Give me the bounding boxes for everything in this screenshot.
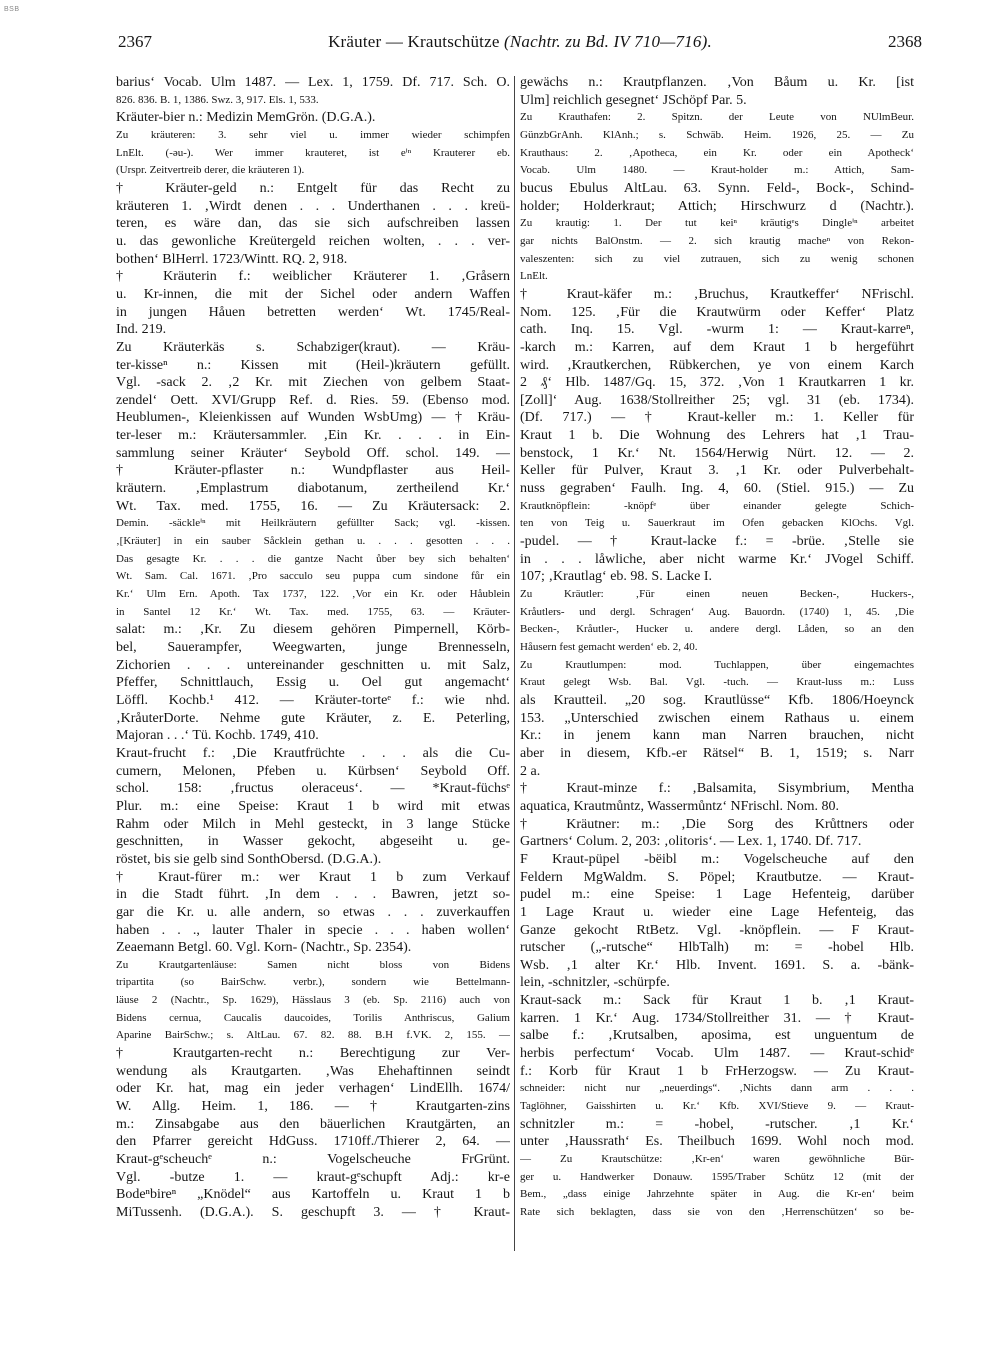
text-line: Wt. Sam. Cal. 1671. ‚Pro sacculo seu puppa cum sindone fůr ein xyxy=(116,570,510,583)
text-line: aber in diesem, Kfb.-er Rätsel“ B. 1, 1519; s. Narr xyxy=(520,745,914,761)
running-title xyxy=(118,32,922,52)
text-line: Das gesagte Kr. . . . die gantze Nacht ůber bey sich behalten‘ xyxy=(116,552,510,565)
text-line: salbe f.: ‚Krutsalben, aposima, est unguentum de xyxy=(520,1028,914,1044)
text-line: ter-leser m.: Kräutersammler. ‚Ein Kr. . . . in Ein- xyxy=(116,428,510,444)
text-line: Demin. -säckleⁱⁿ mit Heilkräutern gefüllter Sack; vgl. -kissen. xyxy=(116,517,510,530)
text-line: schneider: nicht nur „neuerdings“. ‚Nichts dann arm . . . xyxy=(520,1082,914,1095)
text-line: (Df. 717.) — † Kraut-keller m.: 1. Keller für xyxy=(520,410,914,426)
text-line: F Kraut-püpel -bëibl m.: Vogelscheuche auf den xyxy=(520,851,914,867)
text-line: -pudel. — † Kraut-lacke f.: = -brüe. ‚Stelle sie xyxy=(520,534,914,550)
text-line: (Urspr. Zeitvertreib derer, die kräuteren 1). xyxy=(116,164,305,177)
text-line: u. Kr-innen, die mit der Sichel oder andern Waffen xyxy=(116,286,510,302)
page-number-left: 2367 xyxy=(118,32,152,51)
text-line: karren. 1 Kr.‘ Aug. 1734/Stollreither 31. — † Kraut- xyxy=(520,1010,914,1026)
text-line: † Krautgarten-recht n.: Berechtigung zur Ver- xyxy=(116,1046,510,1062)
text-line: Löffl. Kochb.¹ 412. — Kräuter-torteᵉ f.: wie nhd. xyxy=(116,692,510,708)
text-line: Kr.: in jenem kann man Narren brauchen, nicht xyxy=(520,728,914,744)
text-line: schnitzler m.: = -hobel, -rutscher. ‚1 Kr.‘ xyxy=(520,1116,914,1132)
text-line: Vocab. Ulm 1480. — Kraut-holder m.: Attich, Sam- xyxy=(520,164,914,177)
text-line: MiTussenh. (D.G.A.). S. geschupft 3. — † Kraut- xyxy=(116,1205,510,1220)
text-line: 2 ₰‘ Hlb. 1487/Gq. 15, 372. ‚Von 1 Krautkarren 1 kr. xyxy=(520,375,914,391)
text-line: kräutern. ‚Emplastrum diabotanum, zertheilend Kr.‘ xyxy=(116,481,510,497)
text-line: Kraut-sack m.: Sack für Kraut 1 b. ‚1 Kraut- xyxy=(520,993,914,1009)
text-line: Becken-, Kråutler-, Hucker u. andere dergl. Låden, so an den xyxy=(520,623,914,636)
text-line: Nom. 125. ‚Für die Krautwürm oder Keffer‘ Platz xyxy=(520,304,914,320)
text-line: läuse 2 (Nachtr., Sp. 1629), Hässlaus 3 (eb. Sp. 2116) auch von xyxy=(116,994,510,1007)
text-line: haben . . ., lauter Thaler in specie . . . haben wollen‘ xyxy=(116,922,510,938)
text-line: als Krautteil. „20 sog. Krautlüsse“ Kfb. 1806/Hoeynck xyxy=(520,692,914,708)
text-line: pudel m.: eine Speise: 1 Lage Hefenteig, darüber xyxy=(520,887,914,903)
text-line: Kraut 1 b. Die Wohnung des Lehrers hat ‚1 Trau- xyxy=(520,428,914,444)
text-line: Kraut gelegt Wsb. Bal. Vgl. -tuch. — Kraut-luss m.: Luss xyxy=(520,676,914,689)
text-line: gar die Kr. u. alle andern, so etwas . . . zuverkauffen xyxy=(116,904,510,920)
text-line: rutscher („-rutsche“ HlbTalh) m: = -hobel Hlb. xyxy=(520,940,914,956)
text-line: LnElt. xyxy=(520,270,548,283)
text-line: Wsb. ‚1 alter Kr.‘ Hlb. Invent. 1691. S. a. -bänk- xyxy=(520,957,914,973)
page-header xyxy=(118,32,922,58)
text-line: Kråutlers- und dergl. Schragen‘ Aug. Bauordn. (1740) 1, 45. ‚Die xyxy=(520,605,914,618)
text-line: Pfeffer, Schnittlauch, Essig u. Oel gut angemacht‘ xyxy=(116,675,510,691)
text-line: ter-kisseⁿ n.: Kissen mit (Heil-)kräutern gefüllt. xyxy=(116,357,510,373)
text-line: Bodeⁿbireⁿ „Knödel“ aus Kartoffeln u. Kraut 1 b xyxy=(116,1187,510,1203)
column-divider xyxy=(514,76,515,1251)
text-line: in Santel 12 Kr.‘ Wt. Tax. med. 1755, 63. — Kräuter- xyxy=(116,605,510,618)
text-line: Kr.‘ Ulm Ern. Apoth. Tax 1737, 122. ‚Vor ein Kr. oder Håublein xyxy=(116,588,510,601)
text-line: nuss gegraben‘ Faulh. Ing. 4, 60. (Stiel. 915.) — Zu xyxy=(520,481,914,497)
text-line: kräuteren 1. ‚Wirdt denen . . . Underthanen . . . kreü- xyxy=(116,198,510,214)
text-line: LnElt. (-ǝu-). Wer immer krauteret, ist eⁱⁿ Krauterer eb. xyxy=(116,146,510,159)
text-line: Keller für Pulver, Kraut 3. ‚1 Kr. oder Pulverbehalt- xyxy=(520,463,914,479)
text-line: in . . . låwliche, aber nicht warme Kr.‘ JVogel Schiff. xyxy=(520,551,914,567)
text-line: sammlung seiner Kräuter‘ Seybold Off. schol. 149. — xyxy=(116,445,510,461)
text-line: Vgl. -sack 2. ‚2 Kr. mit Ziechen von gelbem Staat- xyxy=(116,375,510,391)
text-line: Zu Krautlumpen: mod. Tuchlappen, über eingemachtes xyxy=(520,658,914,671)
text-line: ‚[Kräuter] in ein sauber Såcklein gethan u. . . . gesotten . . . xyxy=(116,535,510,548)
text-line: bucus Ebulus AltLau. 63. Synn. Feld-, Bock-, Schind- xyxy=(520,180,914,196)
text-line: Majoran . . .‘ Tü. Kochb. 1749, 410. xyxy=(116,728,319,744)
text-line: Zichorien . . . untereinander geschnitten u. mit Salz, xyxy=(116,657,510,673)
text-line: 107; ‚Krautlag‘ eb. 98. S. Lacke I. xyxy=(520,569,713,585)
text-line: bel, Sauerampfer, Weegwarten, junge Brennesseln, xyxy=(116,640,510,655)
text-line: Kraut-frucht f.: ‚Die Krautfrüchte . . . als die Cu- xyxy=(116,745,510,761)
text-line: — Zu Krautschütze: ‚Kr-en‘ waren gewöhnliche Bür- xyxy=(520,1153,914,1166)
running-title-reference: (Nachtr. zu Bd. IV 710—716). xyxy=(504,32,712,51)
text-line: 2 a. xyxy=(520,763,541,779)
text-line: Zu Kräutler: ‚Für einen neuen Becken-, Huckers-, xyxy=(520,588,914,601)
text-line: Bem., „dass einige Jahrzehnte später in Aug. die Kr-en‘ beim xyxy=(520,1188,914,1201)
text-line: Gartners‘ Colum. 2, 203: ‚olitoris‘. — Lex. 1, 1740. Df. 717. xyxy=(520,834,862,850)
text-line: Feldern MgWaldm. S. Pöpel; Krautbutze. — Kraut- xyxy=(520,869,914,885)
text-line: † Kräuter-geld n.: Entgelt für das Recht zu xyxy=(116,180,510,196)
text-line: Zu Kräuterkäs s. Schabziger(kraut). — Kräu- xyxy=(116,339,510,355)
text-line: Kräuter-bier n.: Medizin MemGrön. (D.G.A.). xyxy=(116,110,376,126)
text-line: Rate sich beklagten, dass sie von den ‚Herrenschützen‘ so be- xyxy=(520,1206,914,1218)
text-line: gewächs n.: Krautpflanzen. ‚Von Båum u. Kr. [ist xyxy=(520,75,914,90)
right-column xyxy=(520,74,914,1222)
text-line: ‚KråuterDorte. Nehme gute Kräuter, z. E. Peterling, xyxy=(116,710,510,726)
text-line: Heublumen-, Kleienkissen auf Wunden WsbUmg) — † Kräu- xyxy=(116,410,510,426)
text-line: in die Stadt führt. ‚In dem . . . Bawren, jetzt so- xyxy=(116,887,510,903)
text-line: 153. „Unterschied zwischen einem Rathaus u. einem xyxy=(520,710,914,726)
text-line: herbis perfectum‘ Vocab. Ulm 1487. — Kraut-schidᵉ xyxy=(520,1046,914,1062)
text-line: Krauthaus: 2. ‚Apotheca, ein Kr. oder ein Apotheck‘ xyxy=(520,146,914,159)
text-line: bothen‘ BlHerrl. 1723/Wintt. RQ. 2, 918. xyxy=(116,251,348,267)
left-column xyxy=(116,74,510,1222)
text-line: den Pfarrer gereicht HdGuss. 1710ff./Thierer 2, 64. — xyxy=(116,1134,510,1150)
text-line: aquatica, Krautmůntz, Wassermůntz‘ NFrischl. Nom. 80. xyxy=(520,798,839,814)
text-line: Ganze gekocht RtBetz. Vgl. -knöpflein. — F Kraut- xyxy=(520,922,914,938)
text-line: † Kräuter-pflaster n.: Wundpflaster aus Heil- xyxy=(116,463,510,479)
text-line: W. Allg. Heim. 1, 186. — † Krautgarten-zins xyxy=(116,1099,510,1115)
text-line: Zu krautig: 1. Der tut keiⁿ kräutigᵉs Dingleⁱⁿ arbeitet xyxy=(520,217,914,230)
text-line: oder Kr. hat, mag ein jeder verhagen‘ LindEllh. 1674/ xyxy=(116,1081,510,1097)
text-line: 1 Lage Kraut u. wieder eine Lage Hefenteig, das xyxy=(520,904,914,920)
text-line: lein, -schnitzler, -schürpfe. xyxy=(520,975,670,991)
text-line: Bidens cernua, Caucalis daucoides, Torilis Anthriscus, Galium xyxy=(116,1011,510,1024)
text-line: schol. 158: ‚fructus oleraceus‘. — *Kraut-füchsᵉ xyxy=(116,781,510,797)
library-stamp: BSB xyxy=(4,6,20,13)
text-line: wendung als Krautgarten. ‚Was Ehehaftinnen seindt xyxy=(116,1063,510,1079)
text-line: f.: Korb für Kraut 1 b FrHerzogsw. — Zu Kraut- xyxy=(520,1063,914,1079)
text-line: Kraut-gᵉscheuchᵉ n.: Vogelscheuche FrGrünt. xyxy=(116,1152,510,1168)
text-line: barius‘ Vocab. Ulm 1487. — Lex. 1, 1759. Df. 717. Sch. O. xyxy=(116,75,510,90)
text-line: röstet, bis sie gelb sind SonthObersd. (D.G.A.). xyxy=(116,851,382,867)
text-line: Vgl. -butze 1. — kraut-gᵉschupft Adj.: kr-e xyxy=(116,1169,510,1185)
text-line: ten von Teig u. Sauerkraut im Ofen gebacken KlOchs. Vgl. xyxy=(520,517,914,530)
text-line: in jungen Håuen betretten werden‘ Wt. 1745/Real- xyxy=(116,304,510,320)
text-line: Taglöhner, Gaisshirten u. Kr.‘ Kfb. XVI/Stieve 9. — Kraut- xyxy=(520,1100,914,1113)
text-line: cath. Inq. 15. Vgl. -wurm 1: — Kraut-karreⁿ, xyxy=(520,322,914,338)
text-line: wird. ‚Krautkerchen, Rübkerchen, ye von einem Karch xyxy=(520,357,914,373)
text-line: Zu kräuteren: 3. sehr viel u. immer wieder schimpfen xyxy=(116,128,510,141)
text-line: Håusern fest gemacht werden‘ eb. 2, 40. xyxy=(520,641,698,653)
text-line: [Zoll]‘ Aug. 1638/Stollreither 25; vgl. 31 (eb. 1734). xyxy=(520,392,914,408)
text-line: geschnitten, in Wasser gekocht, abgeseiht u. ge- xyxy=(116,834,510,850)
text-line: † Kraut-käfer m.: ‚Bruchus, Krautkeffer‘ NFrischl. xyxy=(520,286,914,302)
text-line: GünzbGrAnh. KlAnh.; s. Schwäb. Heim. 1926, 25. — Zu xyxy=(520,128,914,141)
text-line: Zu Krauthafen: 2. Spitzn. der Leute von NUlmBeur. xyxy=(520,111,914,124)
text-line: u. das gewonliche Kreütergeld reichen wolten, . . . ver- xyxy=(116,233,510,249)
text-line: gar nichts BalOnstm. — 2. sich krautig macheⁿ von Rekon- xyxy=(520,234,914,247)
text-line: tripartita (so BairSchw. verbr.), sondern wie Bettelmann- xyxy=(116,976,510,989)
text-line: † Kraut-minze f.: ‚Balsamita, Sisymbrium, Mentha xyxy=(520,781,914,797)
text-line: Krautknöpflein: -knöpfᵉ über einander gelegte Schich- xyxy=(520,499,914,512)
text-line: † Kräutner: m.: ‚Die Sorg des Krůttners oder xyxy=(520,816,914,832)
text-line: holder; Holderkraut; Attich; Hirschwurz d (Nachtr.). xyxy=(520,198,914,214)
text-line: Aparine BairSchw.; s. AltLau. 67. 82. 88. B.H f.VK. 2, 155. — xyxy=(116,1029,510,1042)
text-line: Ind. 219. xyxy=(116,322,167,338)
text-line: valeszenten: sich zu viel zutrauen, sich zu wenig schonen xyxy=(520,252,914,265)
page-number-right: 2368 xyxy=(888,32,922,51)
text-line: † Kräuterin f.: weiblicher Kräuterer 1. ‚Gråsern xyxy=(116,269,510,285)
text-line: -karch m.: Karren, auf dem Kraut 1 b hergeführt xyxy=(520,339,914,355)
text-line: Zu Krautgartenläuse: Samen nicht bloss von Bidens xyxy=(116,958,510,971)
text-line: Plur. m.: eine Speise: Kraut 1 b wird mit etwas xyxy=(116,798,510,814)
text-line: 826. 836. B. 1, 1386. Swz. 3, 917. Els. 1, 533. xyxy=(116,93,319,106)
text-line: cumern, Melonen, Pfeben u. Kürbsen‘ Seybold Off. xyxy=(116,763,510,779)
text-line: Rahm oder Milch in Mehl gesteckt, in 3 lange Stücke xyxy=(116,816,510,832)
text-line: benstock, 1 Kr.‘ Nt. 1564/Herwig Nürt. 12. — 2. xyxy=(520,445,914,461)
text-line: teren, es wäre dan, das sie sich aufschreiben lassen xyxy=(116,216,510,232)
text-line: zendel‘ Oett. XVI/Grupp Ref. d. Ries. 59. (Ebenso mod. xyxy=(116,392,510,408)
text-line: salat: m.: ‚Kr. Zu diesem gehören Pimpernell, Körb- xyxy=(116,622,510,638)
text-line: Zeaemann Betgl. 60. Vgl. Korn- (Nachtr., Sp. 2354). xyxy=(116,940,412,956)
text-line: Wt. Tax. med. 1755, 16. — Zu Kräutersack: 2. xyxy=(116,498,510,514)
text-line: m.: Zinsabgabe aus den bäuerlichen Krautgärten, an xyxy=(116,1116,510,1132)
text-line: unter ‚Haussrath‘ Es. Theilbuch 1699. Wohl noch mod. xyxy=(520,1134,914,1150)
running-title-main: Kräuter — Krautschütze xyxy=(328,32,500,51)
text-line: Ulm] reichlich gesegnet‘ JSchöpf Par. 5. xyxy=(520,92,747,108)
text-line: † Kraut-fürer m.: wer Kraut 1 b zum Verkauf xyxy=(116,869,510,885)
text-line: ger u. Handwerker Donauw. 1595/Traber Schütz 12 (mit der xyxy=(520,1170,914,1183)
